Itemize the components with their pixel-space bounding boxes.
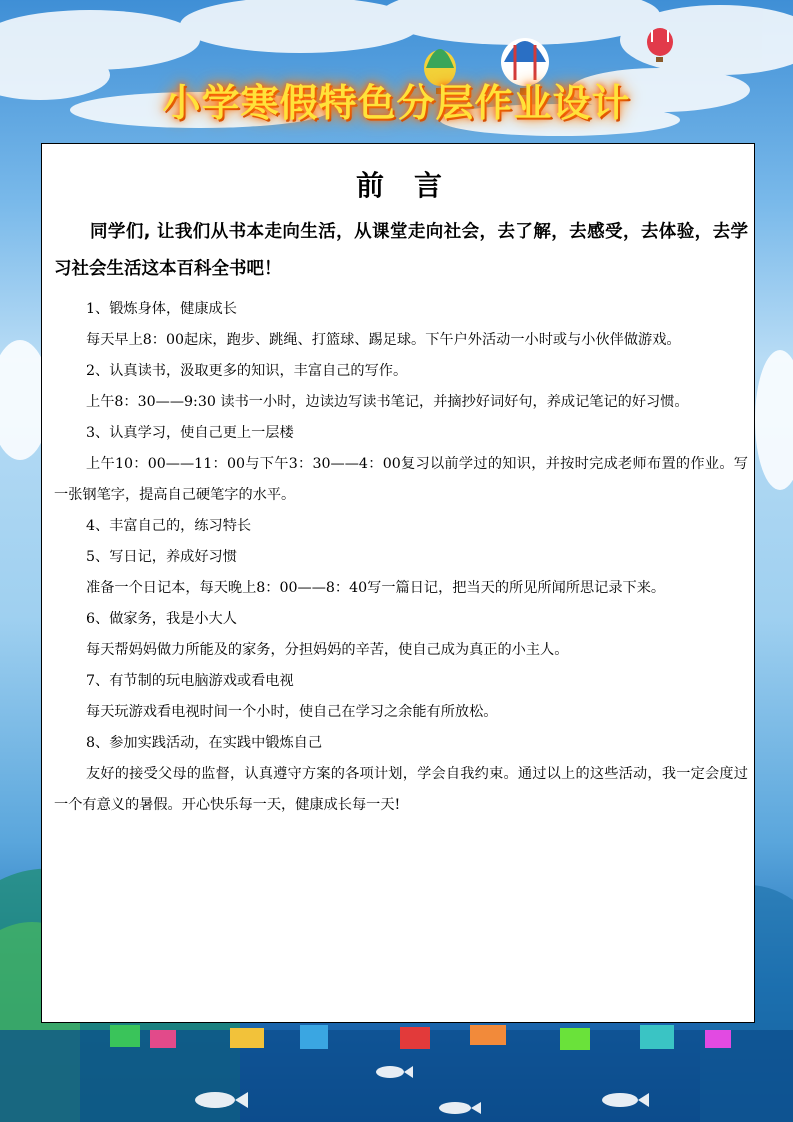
section-body: 友好的接受父母的监督，认真遵守方案的各项计划，学会自我约束。通过以上的这些活动，我一定会度过一个有意义的暑假。开心快乐每一天，健康成长每一天!	[54, 766, 748, 813]
section-heading: 6、做家务，我是小大人	[86, 611, 237, 627]
section-body: 每天玩游戏看电视时间一个小时，使自己在学习之余能有所放松。	[86, 704, 498, 720]
intro-paragraph: 同学们, 让我们从书本走向生活，从课堂走向社会，去了解，去感受，去体验，去学习社会生活这本百科全书吧！	[54, 222, 748, 279]
section-heading: 8、参加实践活动，在实践中锻炼自己	[86, 735, 323, 751]
section-body: 每天帮妈妈做力所能及的家务，分担妈妈的辛苦，使自己成为真正的小主人。	[86, 642, 569, 658]
section-body: 每天早上8：00起床，跑步、跳绳、打篮球、踢足球。下午户外活动一小时或与小伙伴做游戏。	[86, 332, 681, 348]
section-body: 上午10：00——11：00与下午3：30——4：00复习以前学过的知识，并按时完成老师布置的作业。写一张钢笔字，提高自己硬笔字的水平。	[54, 456, 748, 503]
banner-title: 小学寒假特色分层作业设计	[162, 81, 631, 125]
page-title: 前言	[355, 169, 472, 202]
body-text	[54, 294, 748, 821]
section-heading: 3、认真学习，使自己更上一层楼	[86, 425, 294, 441]
section-body: 上午8：30——9:30 读书一小时，边读边写读书笔记，并摘抄好词好句，养成记笔记的好习惯。	[86, 394, 689, 410]
section-heading: 7、有节制的玩电脑游戏或看电视	[86, 673, 294, 689]
section-heading: 1、锻炼身体，健康成长	[86, 301, 237, 317]
section-heading: 2、认真读书，汲取更多的知识，丰富自己的写作。	[86, 363, 408, 379]
content-card	[41, 143, 755, 1023]
section-body: 准备一个日记本，每天晚上8：00——8：40写一篇日记，把当天的所见所闻所思记录下来。	[86, 580, 666, 596]
section-heading: 5、写日记，养成好习惯	[86, 549, 237, 565]
section-heading: 4、丰富自己的，练习特长	[86, 518, 252, 534]
